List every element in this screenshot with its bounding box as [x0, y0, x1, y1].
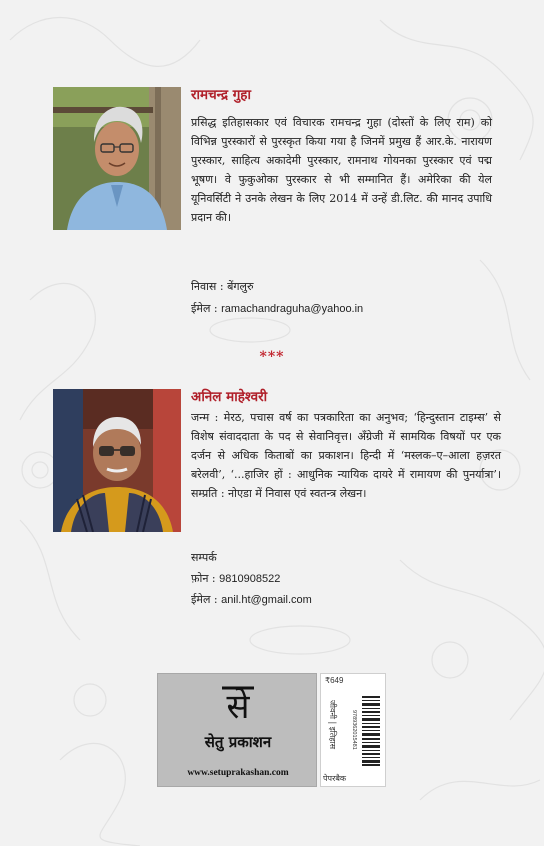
publisher-logo-box — [157, 673, 317, 787]
publisher-name: सेतु प्रकाशन — [204, 733, 272, 751]
email-value-1: ramachandraguha@yahoo.in — [221, 303, 364, 315]
author-bio-2: जन्म : मेरठ, पचास वर्ष का पत्रकारिता का अनुभव; ‘हिन्दुस्तान टाइम्स’ से विशेष संवाददाता के पद से सेवानिवृत्त। अँग्रेजी में सामयिक विषयों पर एक दर्जन से अधिक किताबों का प्रकाशन। हिन्दी में ‘मस्लक–ए–आला हज़रत बरेलवी’, ‘...हाजिर हों : आधुनिक न्यायिक दायरे में रामायण की पुनर्यात्रा’। सम्प्रति : नोएडा में निवास एवं स्वतन्त्र लेखन। — [191, 411, 501, 500]
barcode-number: 9789362015481 — [351, 710, 357, 750]
email-line-1 — [191, 300, 363, 318]
email-label-1: ईमेल : — [191, 302, 218, 315]
phone-label: फ़ोन : — [191, 572, 216, 585]
publisher-logo-glyph — [218, 680, 258, 728]
logo-glyph-text: से — [226, 687, 250, 727]
residence-value: बेंगलुरु — [227, 280, 254, 293]
author-name-1: रामचन्द्र गुहा — [191, 87, 251, 103]
email-value-2: anil.ht@gmail.com — [221, 594, 312, 606]
author-photo-ramachandra-guha — [53, 87, 181, 230]
binding-label: पेपरबैक — [323, 774, 347, 783]
phone-line — [191, 570, 280, 588]
email-label-2: ईमेल : — [191, 593, 218, 606]
author-photo-anil-maheshwari — [53, 389, 181, 532]
price-label: ₹649 — [325, 676, 344, 685]
category-label: जीवनी | इतिहास — [328, 700, 337, 750]
publisher-url: www.setuprakashan.com — [187, 768, 289, 778]
author-name-2: अनिल माहेश्वरी — [191, 389, 268, 405]
barcode-graphic — [362, 696, 380, 766]
contact-heading: सम्पर्क — [191, 551, 217, 564]
residence-line — [191, 278, 254, 295]
phone-value: 9810908522 — [219, 573, 281, 585]
residence-label: निवास : — [191, 280, 224, 293]
section-separator: *** — [259, 349, 285, 365]
author-bio-1: प्रसिद्ध इतिहासकार एवं विचारक रामचन्द्र गुहा (दोस्तों के लिए राम) को विभिन्न पुरस्कारों से पुरस्कृत किया गया है जिनमें प्रमुख हैं आर.के. नारायण पुरस्कार, साहित्य अकादेमी पुरस्कार, रामनाथ गोयनका पुरस्कार एवं पद्म भूषण। वे फुकुओका पुरस्कार से भी सम्मानित हैं। अमेरिका की येल यूनिवर्सिटी ने उनके लेखन के लिए 2014 में उन्हें डी.लिट. की मानद उपाधि प्रदान की। — [191, 116, 492, 224]
email-line-2 — [191, 591, 312, 609]
